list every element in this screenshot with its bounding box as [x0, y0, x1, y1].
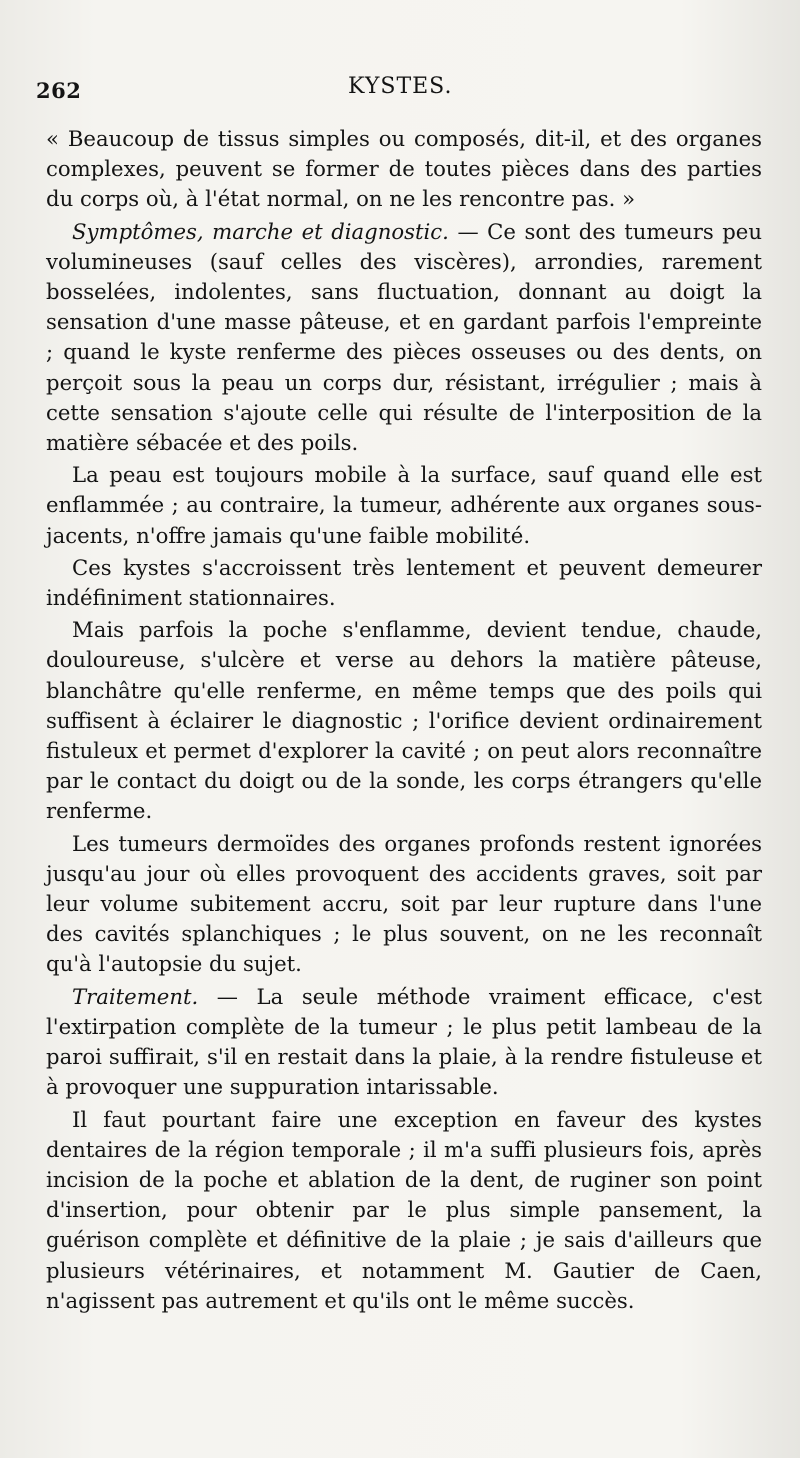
paragraph-text: — La seule méthode vraiment efficace, c'est l'extirpation complète de la tumeur ; le plus petit lambeau de la paroi suffirait, s'il en restait dans la plaie, à la rendre fistuleuse et à provoquer une suppuration intarissable.: [46, 983, 762, 1100]
paragraph-text: — Ce sont des tumeurs peu volumineuses (sauf celles des viscères), arrondies, rarement bosselées, indolentes, sans fluctuation, donnant au doigt la sensation d'une masse pâteuse, et en gardant parfois l'empreinte ; quand le kyste renferme des pièces osseuses ou des dents, on perçoit sous la peau un corps dur, résistant, irrégulier ; mais à cette sensation s'ajoute celle qui résulte de l'interposition de la matière sébacée et des poils.: [46, 218, 762, 456]
paragraph-text: « Beaucoup de tissus simples ou composés, dit-il, et des organes complexes, peuvent se former de toutes pièces dans des parties du corps où, à l'état normal, on ne les rencontre pas. »: [46, 126, 762, 212]
running-title: KYSTES.: [348, 74, 453, 99]
paragraph-text: Les tumeurs dermoïdes des organes profonds restent ignorées jusqu'au jour où elles provoquent des accidents graves, soit par leur volume subitement accru, soit par leur rupture dans l'une des cavités splanchiques ; le plus souvent, on ne les reconnaît qu'à l'autopsie du sujet.: [46, 830, 762, 977]
paragraph-treatment: [46, 982, 762, 1103]
paragraph-text: Mais parfois la poche s'enflamme, devient tendue, chaude, douloureuse, s'ulcère et verse au dehors la matière pâteuse, blanchâtre qu'elle renferme, en même temps que des poils qui suffisent à éclairer le diagnostic ; l'orifice devient ordinairement fistuleux et permet d'explorer la cavité ; on peut alors reconnaître par le contact du doigt ou de la sonde, les corps étrangers qu'elle renferme.: [46, 617, 762, 824]
paragraph-skin-mobility: [46, 460, 762, 551]
page-number: 262: [36, 78, 82, 103]
paragraph-deep-tumors: [46, 829, 762, 980]
paragraph-quote: [46, 124, 762, 215]
section-heading-treatment: Traitement.: [72, 983, 199, 1009]
paragraph-text: Ces kystes s'accroissent très lentement et peuvent demeurer indéfiniment stationnaires.: [46, 554, 762, 611]
body-text: [46, 124, 762, 1316]
paragraph-growth: [46, 553, 762, 613]
page-header: [36, 74, 756, 114]
paragraph-symptoms: [46, 217, 762, 459]
paragraph-text: Il faut pourtant faire une exception en faveur des kystes dentaires de la région temporale ; il m'a suffi plusieurs fois, après incision de la poche et ablation de la dent, de ruginer son point d'insertion, pour obtenir par le plus simple pansement, la guérison complète et définitive de la plaie ; je sais d'ailleurs que plusieurs vétérinaires, et notamment M. Gautier de Caen, n'agissent pas autrement et qu'ils ont le même succès.: [46, 1106, 762, 1313]
paragraph-exception: [46, 1105, 762, 1316]
paragraph-inflammation: [46, 615, 762, 826]
section-heading-symptoms: Symptômes, marche et diagnostic.: [72, 218, 449, 244]
paragraph-text: La peau est toujours mobile à la surface, sauf quand elle est enflammée ; au contraire, la tumeur, adhérente aux organes sous-jacents, n'offre jamais qu'une faible mobilité.: [46, 462, 762, 548]
